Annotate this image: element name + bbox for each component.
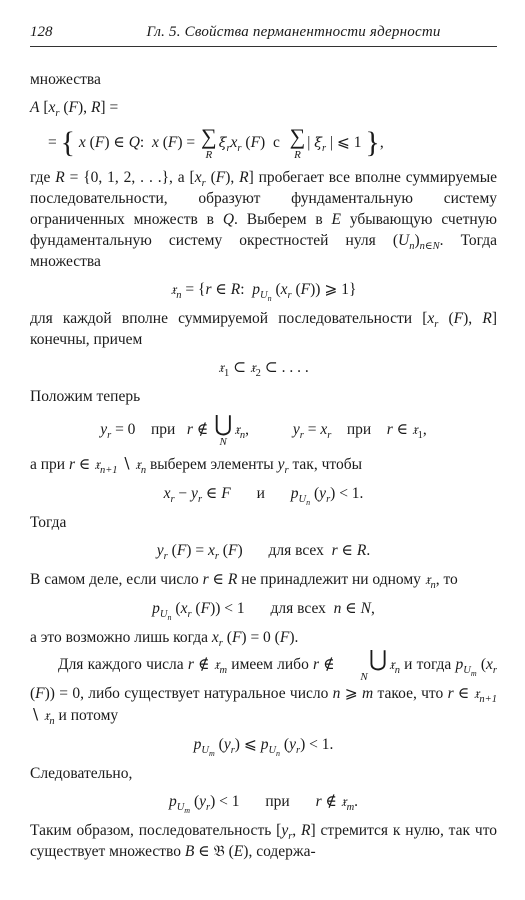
running-title: Гл. 5. Свойства перманентности ядерности bbox=[146, 24, 441, 40]
text-line: Тогда bbox=[30, 514, 67, 531]
formula-chain: 𝔵$_1$ ⊂ 𝔵$_2$ ⊂ . . . . bbox=[218, 359, 309, 379]
text-line: Следовательно, bbox=[30, 765, 133, 782]
paragraph-5: а это возможно лишь когда $x_r$ (F) = 0 (F). bbox=[30, 629, 299, 649]
paragraph-1: где R = {0, 1, 2, . . .}, а [$x_r$ (F), R] пробегает все вполне суммируемые последовательности, образуют фундаментальную систему ограниченных множеств в Q. Выберем в E убывающую счетную фундаментальную систему окрестностей нуля $(U_n)_{n\in N}$. Тогда множества bbox=[30, 169, 498, 270]
formula-yr-def: $y_r = 0$ при r ∉ ⋃ N𝔵$_n$, $y_r = x_r$ при r ∈ 𝔵$_1$, bbox=[100, 411, 427, 448]
paragraph-6: Для каждого числа r ∉ 𝔵$_m$ имеем либо r ∉ ⋃ N𝔵$_n$ и тогда $p_{U_m}$ ($x_r$ (F)) = 0, либо существует натуральное число n ⩾ m такое, что r ∈ 𝔵$_{n+1}$ ∖ 𝔵$_n$ и потому bbox=[30, 646, 497, 727]
text-line: множества bbox=[30, 71, 101, 88]
formula-yr-eq: $y_r$ $(F) = x_r$ (F) для всех r ∈ R. bbox=[156, 542, 371, 562]
formula-a-def-1: A [$x_r$ (F), R] = bbox=[30, 99, 119, 119]
formula-a-def-2: = { x (F) ∈ Q: x (F) = ∑ $R\xi_rx_r$ (F) с ∑ R| $\xi_r$ | ⩽ 1 }, bbox=[48, 124, 384, 161]
formula-xn: 𝔵$_n$ = {r ∈ R: $p_{U_n}$ ($x_r$ (F)) ⩾ 1} bbox=[170, 281, 357, 303]
formula-conclusion: $p_{U_m}$ $(y_r) < 1$ при r ∉ 𝔵$_m$. bbox=[168, 793, 359, 815]
formula-choice: $x_r - y_r$ ∈ F и $p_{U_n}$ $(y_r) < 1$. bbox=[163, 485, 364, 507]
text-line: Положим теперь bbox=[30, 388, 141, 405]
formula-pun: $p_{U_n}$ ($x_r$ (F)) < 1 для всех n ∈ N, bbox=[152, 600, 375, 622]
paragraph-7: Таким образом, последовательность [$y_r$, R] стремится к нулю, так что существует множество B ∈ 𝔅 (E), содержа- bbox=[30, 822, 498, 860]
paragraph-2: для каждой вполне суммируемой последовательности [$x_r$ (F), R] конечны, причем bbox=[30, 310, 497, 348]
paragraph-4: В самом деле, если число r ∈ R не принадлежит ни одному 𝔵$_n$, то bbox=[30, 571, 458, 591]
paragraph-3: а при r ∈ 𝔵$_{n+1}$ ∖ 𝔵$_n$ выберем элементы $y_r$ так, чтобы bbox=[30, 456, 362, 476]
formula-ineq: $p_{U_m}$ $(y_r)$ ⩽ $p_{U_n}$ $(y_r) < 1$. bbox=[193, 736, 334, 758]
page-number: 128 bbox=[30, 24, 53, 40]
page-header bbox=[30, 22, 497, 47]
